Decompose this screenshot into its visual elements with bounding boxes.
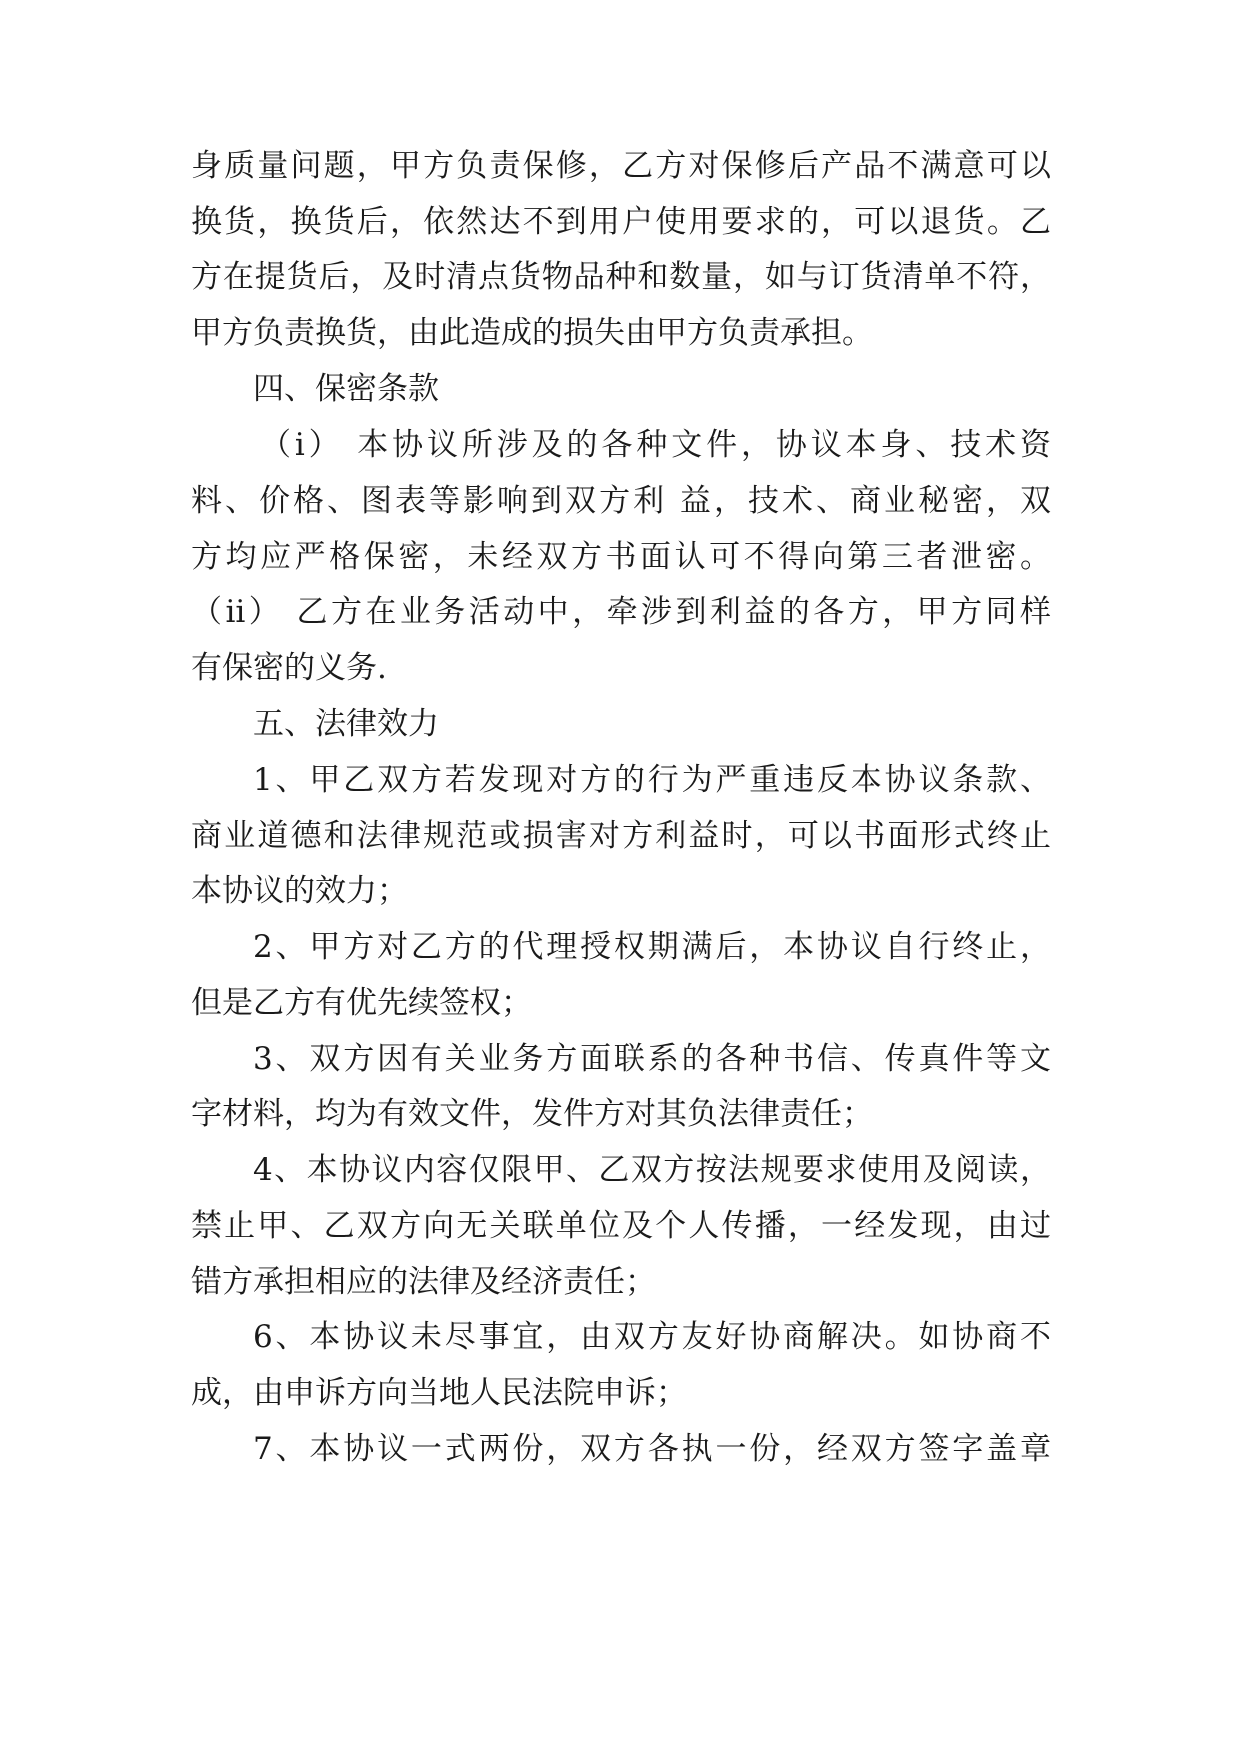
text-line: 方在提货后，及时清点货物品种和数量，如与订货清单不符， <box>191 259 1051 295</box>
text-line: 成，由申诉方向当地人民法院申诉； <box>191 1375 687 1411</box>
text-line: 本协议的效力； <box>191 873 408 909</box>
text-line: 但是乙方有优先续签权； <box>191 985 532 1021</box>
text-line: 换货，换货后，依然达不到用户使用要求的，可以退货。乙 <box>191 204 1051 240</box>
text-line: （ⅱ） 乙方在业务活动中，牵涉到利益的各方，甲方同样 <box>191 594 1051 630</box>
text-line: 有保密的义务. <box>191 650 387 686</box>
text-line: 方均应严格保密，未经双方书面认可不得向第三者泄密。 <box>191 539 1051 575</box>
text-line: 禁止甲、乙双方向无关联单位及个人传播，一经发现，由过 <box>191 1208 1051 1244</box>
text-line: 错方承担相应的法律及经济责任； <box>191 1264 656 1300</box>
text-line: 2、甲方对乙方的代理授权期满后，本协议自行终止， <box>253 929 1051 965</box>
text-line: 7、本协议一式两份，双方各执一份，经双方签字盖章 <box>253 1431 1051 1467</box>
section-heading: 四、保密条款 <box>253 371 439 407</box>
text-line: 料、价格、图表等影响到双方利 益，技术、商业秘密，双 <box>191 483 1051 519</box>
text-line: 4、本协议内容仅限甲、乙双方按法规要求使用及阅读， <box>253 1152 1051 1188</box>
text-line: 1、甲乙双方若发现对方的行为严重违反本协议条款、 <box>253 762 1051 798</box>
section-heading: 五、法律效力 <box>253 706 439 742</box>
text-line: （ⅰ） 本协议所涉及的各种文件，协议本身、技术资 <box>260 427 1051 463</box>
text-line: 身质量问题，甲方负责保修，乙方对保修后产品不满意可以 <box>191 148 1051 184</box>
text-line: 商业道德和法律规范或损害对方利益时，可以书面形式终止 <box>191 818 1051 854</box>
text-line: 6、本协议未尽事宜，由双方友好协商解决。如协商不 <box>253 1319 1051 1355</box>
text-line: 字材料，均为有效文件，发件方对其负法律责任； <box>191 1096 873 1132</box>
text-line: 3、双方因有关业务方面联系的各种书信、传真件等文 <box>253 1041 1051 1077</box>
text-line: 甲方负责换货，由此造成的损失由甲方负责承担。 <box>191 315 873 351</box>
